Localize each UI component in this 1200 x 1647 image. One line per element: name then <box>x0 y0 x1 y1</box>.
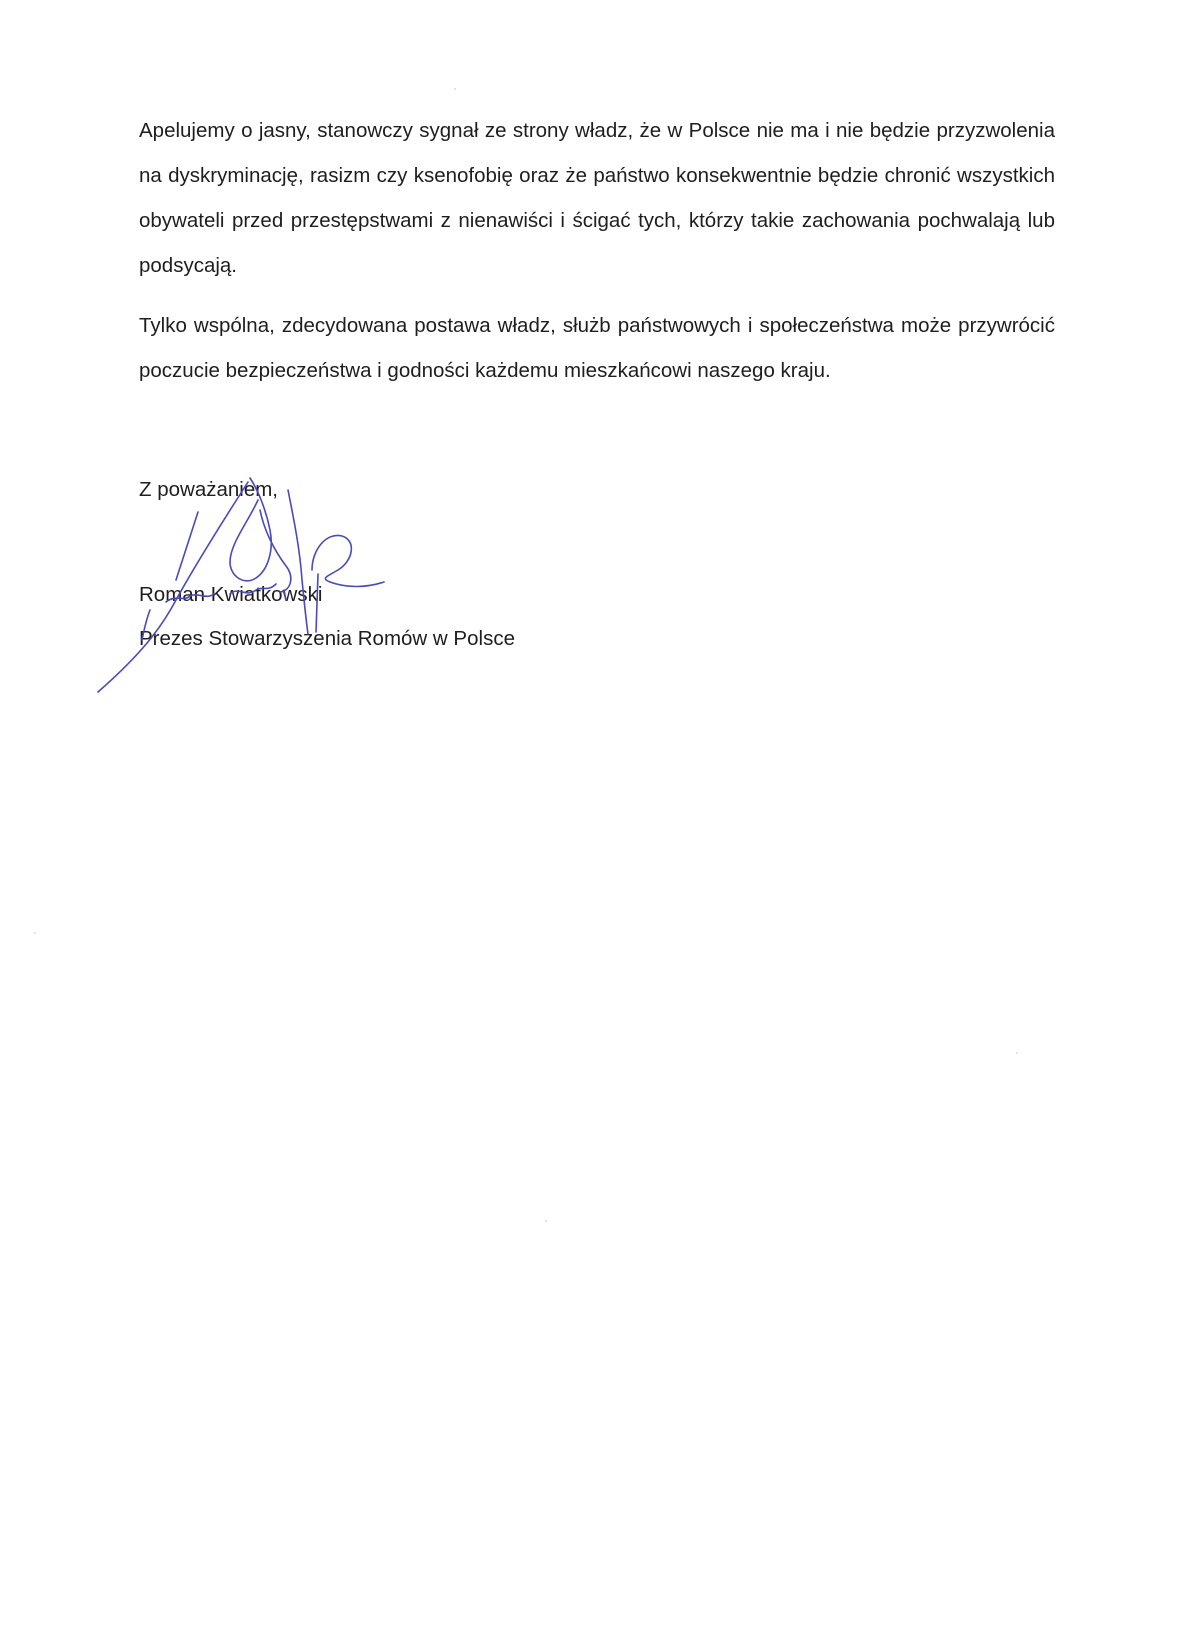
paragraph-closing-statement: Tylko wspólna, zdecydowana postawa władz, służb państwowych i społeczeństwa może przywrócić poczucie bezpieczeństwa i godności każdemu mieszkańcowi naszego kraju. <box>139 314 1055 382</box>
signatory-role: Prezes Stowarzyszenia Romów w Polsce <box>139 627 515 650</box>
signatory-name: Roman Kwiatkowski <box>139 583 323 606</box>
closing-salutation: Z poważaniem, <box>139 478 279 501</box>
paragraph-appeal: Apelujemy o jasny, stanowczy sygnał ze strony władz, że w Polsce nie ma i nie będzie przyzwolenia na dyskryminację, rasizm czy ksenofobię oraz że państwo konsekwentnie będzie chronić wszystkich obywateli przed przestępstwami z nienawiści i ścigać tych, którzy takie zachowania pochwalają lub podsycają. <box>139 119 1055 277</box>
